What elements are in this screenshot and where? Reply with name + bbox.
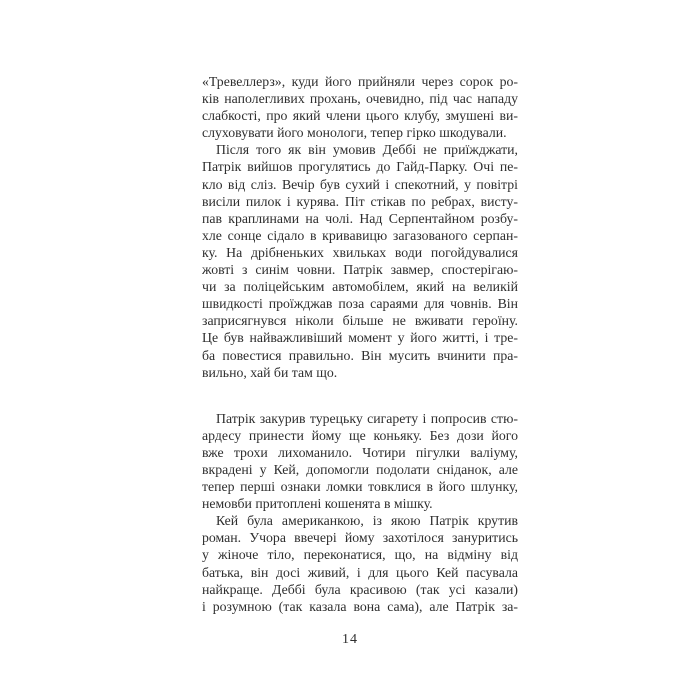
text-line: кло від сліз. Вечір був сухий і спекотний, у повітрі bbox=[202, 176, 518, 192]
text-line: чи за поліцейським автомобілем, який на великій bbox=[202, 279, 518, 295]
text-line: Після того як він умовив Деббі не приїжджати, bbox=[216, 142, 518, 158]
text-line: ків наполегливих прохань, очевидно, під час нападу bbox=[202, 91, 518, 107]
text-line: найкраще. Деббі була красивою (так усі казали) bbox=[202, 581, 518, 597]
text-line: вкрадені у Кей, допомогли подолати сніданок, але bbox=[202, 461, 518, 477]
text-line: вже трохи лихоманило. Чотири пігулки валіуму, bbox=[202, 444, 518, 460]
text-line: роман. Учора ввечері йому захотілося зануритись bbox=[202, 530, 518, 546]
text-line: заприсягнувся ніколи більше не вживати героїну. bbox=[202, 313, 518, 329]
text-line: ба повестися правильно. Він мусить вчинити пра- bbox=[202, 347, 518, 363]
text-line: хле сонце сідало в кривавицю загазованого серпан- bbox=[202, 227, 518, 243]
text-line: тепер перші ознаки ломки товклися в його шлунку, bbox=[202, 479, 518, 495]
text-line: ардесу принести йому ще коньяку. Без дози його bbox=[202, 427, 518, 443]
text-line: вильно, хай би там що. bbox=[202, 364, 338, 380]
text-line: і розумною (так казала вона сама), але Патрік за- bbox=[202, 598, 518, 614]
text-line: «Тревеллерз», куди його прийняли через сорок ро- bbox=[202, 74, 518, 89]
paragraph bbox=[202, 141, 518, 380]
text-line: Це був найважливіший момент у його житті, і тре- bbox=[202, 330, 518, 346]
text-block bbox=[202, 73, 518, 615]
text-line: у жіноче тіло, переконатися, що, на відміну від bbox=[202, 547, 518, 563]
text-line: Патрік вийшов прогулятись до Гайд-Парку. Очі пе- bbox=[202, 159, 518, 175]
page-number: 14 bbox=[342, 632, 358, 647]
text-line: ку. На дрібненьких хвильках води погойдувалися bbox=[202, 244, 518, 260]
text-line: Кей була американкою, із якою Патрік крутив bbox=[216, 513, 518, 529]
paragraph bbox=[202, 512, 518, 615]
paragraph bbox=[202, 410, 518, 513]
text-line: швидкості проїжджав поза сараями для човнів. Він bbox=[202, 296, 518, 312]
paragraph bbox=[202, 73, 518, 141]
text-line: слуховувати його монологи, тепер гірко шкодували. bbox=[202, 125, 507, 141]
text-line: Патрік закурив турецьку сигарету і попросив стю- bbox=[216, 410, 518, 426]
text-line: висіли пилок і курява. Піт стікав по ребрах, висту- bbox=[202, 193, 518, 209]
text-line: батька, він досі живий, і для цього Кей пасувала bbox=[202, 564, 518, 580]
text-line: слабкості, про який члени цього клубу, змушені ви- bbox=[202, 108, 518, 124]
text-line: жовті з синім човни. Патрік завмер, спостерігаю- bbox=[202, 262, 518, 278]
text-line: немовби притоплені кошенята в мішку. bbox=[202, 496, 433, 512]
text-line: пав краплинами на чолі. Над Серпентайном розбу- bbox=[202, 210, 518, 226]
